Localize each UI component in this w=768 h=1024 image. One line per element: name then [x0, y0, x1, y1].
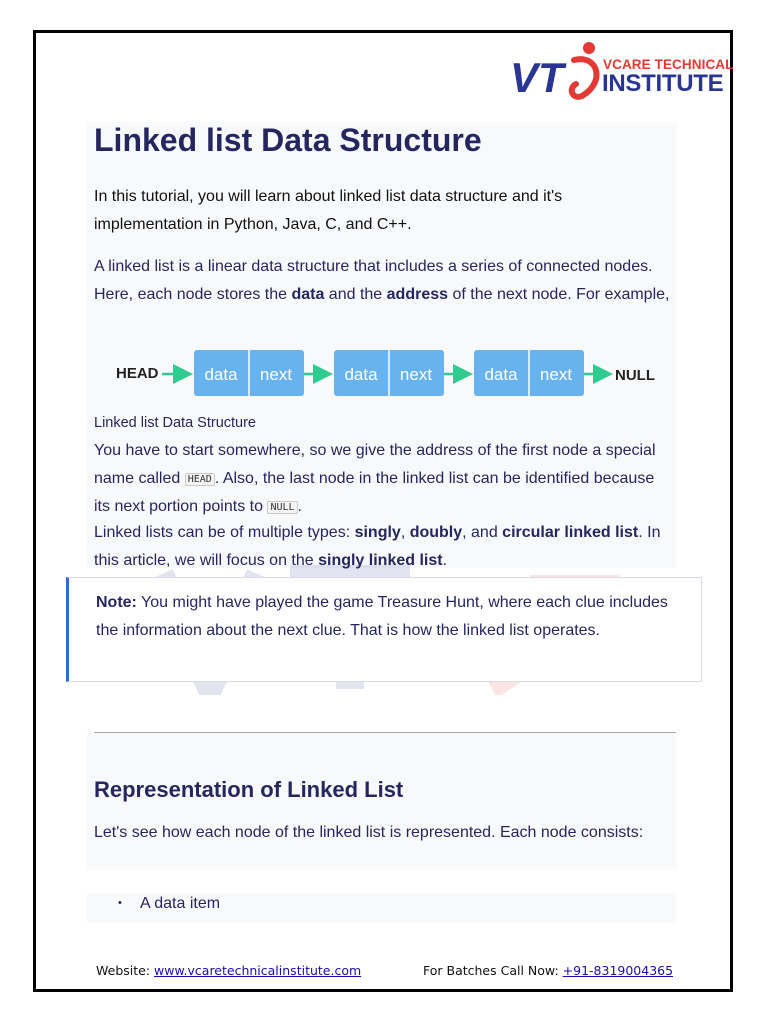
- phone-link[interactable]: +91-8319004365: [562, 963, 674, 978]
- node-2: [334, 350, 444, 396]
- footer-call: [423, 963, 673, 978]
- list-item: [94, 890, 220, 917]
- call-label: For Batches Call Now:: [423, 963, 563, 978]
- node-data-label: data: [484, 365, 518, 384]
- logo-tagline: INSTITUTE: [602, 70, 724, 97]
- node-3: [474, 350, 584, 396]
- logo-letters: VT: [510, 54, 564, 100]
- page-title: Linked list Data Structure: [94, 122, 482, 158]
- types-paragraph: Linked lists can be of multiple types: singly, doubly, and circular linked list. In this article, we will focus on the singly linked list.: [94, 524, 661, 569]
- section-paragraph: Let's see how each node of the linked list is represented. Each node consists:: [94, 824, 644, 841]
- head-label: HEAD: [116, 365, 159, 382]
- logo: [510, 40, 732, 100]
- head-code: HEAD: [185, 473, 215, 486]
- list-item-text: A data item: [140, 895, 221, 912]
- node-data-label: data: [344, 365, 378, 384]
- footer-website: [96, 963, 361, 978]
- node-1: [194, 350, 304, 396]
- note-text: Note: You might have played the game Treasure Hunt, where each clue includes the information about the next clue. That is how the linked list operates.: [96, 594, 668, 639]
- section-title: Representation of Linked List: [94, 777, 404, 802]
- logo-name: VCARE TECHNICAL: [603, 57, 734, 72]
- linked-list-diagram: [112, 348, 672, 398]
- node-next-label: next: [539, 365, 573, 384]
- website-link[interactable]: www.vcaretechnicalinstitute.com: [154, 963, 362, 978]
- node-parts-list: [94, 890, 220, 917]
- null-code: NULL: [267, 501, 297, 514]
- node-next-label: next: [399, 365, 433, 384]
- section-divider: [94, 732, 676, 733]
- note-label: Note:: [96, 594, 137, 611]
- website-label: Website:: [96, 963, 155, 978]
- description-paragraph: A linked list is a linear data structure that includes a series of connected nodes. Here, each node stores the data and the address of the next node. For example,: [94, 258, 670, 303]
- diagram-caption: Linked list Data Structure: [94, 415, 256, 431]
- note-box: [66, 577, 702, 682]
- node-data-label: data: [204, 365, 238, 384]
- null-label: NULL: [615, 367, 655, 384]
- head-null-paragraph: You have to start somewhere, so we give the address of the first node a special name called HEAD . Also, the last node in the linked list can be identified because its next portion points to NULL .: [94, 442, 656, 515]
- bullet-icon: •: [118, 897, 122, 909]
- node-next-label: next: [259, 365, 293, 384]
- intro-paragraph: In this tutorial, you will learn about linked list data structure and it's implementation in Python, Java, C, and C++.: [94, 188, 563, 233]
